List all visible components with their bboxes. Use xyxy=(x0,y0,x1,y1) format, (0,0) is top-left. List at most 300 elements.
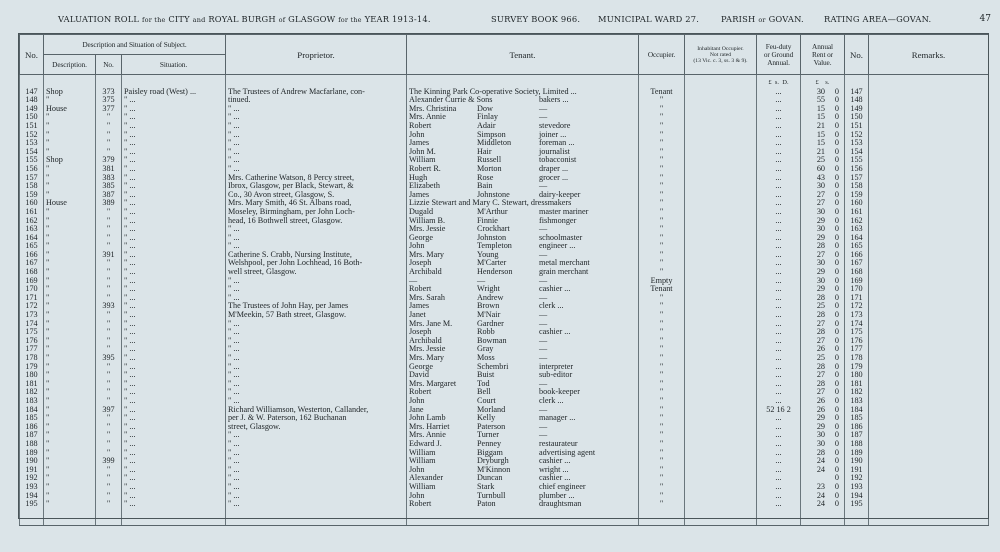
row-number-right: 162 xyxy=(845,217,869,226)
occupier-cell: " xyxy=(639,139,685,148)
proprietor-cell: " ... xyxy=(226,466,407,475)
row-number: 154 xyxy=(20,148,44,157)
proprietor-cell: tinued. xyxy=(226,96,407,105)
tenant-forename: Jane xyxy=(409,405,424,414)
tenant-occupation: fishmonger xyxy=(539,216,577,225)
proprietor-cell: " ... xyxy=(226,277,407,286)
street-number-cell: " xyxy=(96,440,122,449)
tenant-cell xyxy=(407,182,639,191)
row-number-right: 178 xyxy=(845,354,869,363)
feu-duty-cell: ... xyxy=(757,148,801,157)
value-pounds: 21 xyxy=(816,147,825,156)
remarks-cell xyxy=(869,96,989,105)
value-shillings: 0 xyxy=(834,207,839,216)
tenant-forename: George xyxy=(409,233,433,242)
situation-cell: " ... xyxy=(122,388,226,397)
feu-duty-cell: ... xyxy=(757,397,801,406)
row-number-right: 195 xyxy=(845,500,869,509)
feu-duty-cell: ... xyxy=(757,483,801,492)
remarks-cell xyxy=(869,268,989,277)
remarks-cell xyxy=(869,457,989,466)
occupier-cell: " xyxy=(639,474,685,483)
row-number: 161 xyxy=(20,208,44,217)
row-number-right: 192 xyxy=(845,474,869,483)
description-cell: " xyxy=(44,131,96,140)
tenant-forename: Janet xyxy=(409,311,426,320)
tenant-cell xyxy=(407,500,639,509)
annual-value-cell xyxy=(801,277,845,286)
valuation-table xyxy=(19,34,989,526)
tenant-occupation: stevedore xyxy=(539,121,571,130)
tenant-forename: John Lamb xyxy=(409,414,446,423)
tenant-cell xyxy=(407,380,639,389)
value-pounds: 27 xyxy=(816,250,825,259)
description-cell: " xyxy=(44,182,96,191)
tenant-forename: Archibald xyxy=(409,336,442,345)
situation-cell: " ... xyxy=(122,225,226,234)
value-shillings: 0 xyxy=(834,113,839,122)
annual-value-cell xyxy=(801,208,845,217)
tenant-occupation: cashier ... xyxy=(539,328,571,337)
remarks-cell xyxy=(869,500,989,509)
feu-duty-cell: 52 16 2 xyxy=(757,406,801,415)
tenant-surname: Paton xyxy=(477,500,496,509)
tenant-occupation: — xyxy=(539,405,548,414)
tenant-cell xyxy=(407,259,639,268)
remarks-cell xyxy=(869,294,989,303)
remarks-cell xyxy=(869,483,989,492)
occupier-cell: " xyxy=(639,406,685,415)
situation-cell: " ... xyxy=(122,131,226,140)
table-row xyxy=(20,328,989,337)
tenant-surname: Rose xyxy=(477,173,494,182)
value-pounds: 15 xyxy=(816,130,825,139)
row-number-right: 158 xyxy=(845,182,869,191)
feu-duty-cell: ... xyxy=(757,457,801,466)
row-number-right: 188 xyxy=(845,440,869,449)
tenant-occupation: — xyxy=(539,422,548,431)
situation-cell: " ... xyxy=(122,122,226,131)
col-header-desc-situation: Description and Situation of Subject. xyxy=(44,35,226,55)
street-number-cell: " xyxy=(96,423,122,432)
tenant-forename: Robert xyxy=(409,285,432,294)
tenant-occupation: journalist xyxy=(539,147,570,156)
tenant-occupation: — xyxy=(539,336,548,345)
row-number: 149 xyxy=(20,105,44,114)
description-cell: " xyxy=(44,242,96,251)
row-number: 159 xyxy=(20,191,44,200)
description-cell: " xyxy=(44,251,96,260)
description-cell: " xyxy=(44,337,96,346)
street-number-cell: 397 xyxy=(96,406,122,415)
occupier-cell: " xyxy=(639,483,685,492)
feu-duty-cell: ... xyxy=(757,251,801,260)
remarks-cell xyxy=(869,242,989,251)
street-number-cell: 389 xyxy=(96,199,122,208)
row-number: 195 xyxy=(20,500,44,509)
tenant-occupation: — xyxy=(539,311,548,320)
occupier-cell: " xyxy=(639,440,685,449)
value-pounds: 28 xyxy=(816,379,825,388)
situation-cell: " ... xyxy=(122,414,226,423)
tenant-occupation: — xyxy=(539,319,548,328)
table-row xyxy=(20,242,989,251)
value-pounds: 25 xyxy=(816,302,825,311)
street-number-cell: 381 xyxy=(96,165,122,174)
tenant-cell xyxy=(407,96,639,105)
situation-cell: Paisley road (West) ... xyxy=(122,88,226,97)
tenant-surname: Crockhart xyxy=(477,225,510,234)
remarks-cell xyxy=(869,440,989,449)
tenant-forename: Robert xyxy=(409,388,432,397)
tenant-occupation: clerk ... xyxy=(539,396,564,405)
tenant-forename: Alexander xyxy=(409,474,444,483)
description-cell: " xyxy=(44,139,96,148)
remarks-cell xyxy=(869,88,989,97)
annual-value-cell xyxy=(801,423,845,432)
row-number-right: 171 xyxy=(845,294,869,303)
tenant-occupation: — xyxy=(539,225,548,234)
table-body xyxy=(20,75,989,526)
tenant-surname: Dow xyxy=(477,104,493,113)
row-number: 162 xyxy=(20,217,44,226)
value-shillings: 0 xyxy=(834,293,839,302)
col-header-situation: Situation. xyxy=(122,55,226,75)
remarks-cell xyxy=(869,345,989,354)
annual-value-cell xyxy=(801,354,845,363)
row-number: 170 xyxy=(20,285,44,294)
tenant-cell xyxy=(407,328,639,337)
table-row xyxy=(20,122,989,131)
tenant-surname: Schembri xyxy=(477,362,509,371)
row-number-right: 166 xyxy=(845,251,869,260)
remarks-cell xyxy=(869,363,989,372)
situation-cell: " ... xyxy=(122,105,226,114)
feu-duty-cell: ... xyxy=(757,354,801,363)
row-number: 173 xyxy=(20,311,44,320)
row-number-right: 184 xyxy=(845,406,869,415)
value-pounds: 24 xyxy=(816,491,825,500)
situation-cell: " ... xyxy=(122,174,226,183)
proprietor-cell: Catherine S. Crabb, Nursing Institute, xyxy=(226,251,407,260)
row-number: 156 xyxy=(20,165,44,174)
value-shillings: 0 xyxy=(834,371,839,380)
tenant-cell xyxy=(407,88,639,97)
tenant-cell xyxy=(407,431,639,440)
feu-duty-cell: ... xyxy=(757,492,801,501)
value-shillings: 0 xyxy=(834,225,839,234)
tenant-forename: John xyxy=(409,491,425,500)
occupier-cell: " xyxy=(639,423,685,432)
tenant-cell xyxy=(407,388,639,397)
tenant-occupation: — xyxy=(539,354,548,362)
annual-value-cell xyxy=(801,397,845,406)
description-cell: " xyxy=(44,388,96,397)
feu-duty-cell: ... xyxy=(757,302,801,311)
description-cell: " xyxy=(44,449,96,458)
tenant-cell xyxy=(407,345,639,354)
situation-cell: " ... xyxy=(122,191,226,200)
occupier-cell: " xyxy=(639,105,685,114)
table-row xyxy=(20,406,989,415)
value-shillings: 0 xyxy=(834,164,839,173)
row-number-right: 152 xyxy=(845,131,869,140)
remarks-cell xyxy=(869,174,989,183)
tenant-cell xyxy=(407,174,639,183)
tenant-cell xyxy=(407,148,639,157)
tenant-occupation: bakers ... xyxy=(539,96,569,105)
annual-value-cell xyxy=(801,500,845,509)
tenant-occupation: — xyxy=(539,345,548,354)
tenant-forename: Edward J. xyxy=(409,439,442,448)
annual-value-cell xyxy=(801,388,845,397)
row-number-right: 191 xyxy=(845,466,869,475)
tenant-cell xyxy=(407,234,639,243)
value-shillings: 0 xyxy=(834,336,839,345)
value-shillings: 0 xyxy=(834,431,839,440)
tenant-cell xyxy=(407,122,639,131)
remarks-cell xyxy=(869,277,989,286)
table-row xyxy=(20,423,989,432)
annual-value-cell xyxy=(801,251,845,260)
occupier-cell: " xyxy=(639,337,685,346)
occupier-cell: " xyxy=(639,234,685,243)
situation-cell: " ... xyxy=(122,345,226,354)
feu-duty-cell: ... xyxy=(757,96,801,105)
tenant-cell xyxy=(407,208,639,217)
tenant-surname: Finnie xyxy=(477,216,498,225)
description-cell: " xyxy=(44,208,96,217)
proprietor-cell: " ... xyxy=(226,380,407,389)
proprietor-cell: Mrs. Catherine Watson, 8 Percy street, xyxy=(226,174,407,183)
proprietor-cell: " ... xyxy=(226,457,407,466)
tenant-occupation: schoolmaster xyxy=(539,233,583,242)
tenant-occupation: interpreter xyxy=(539,362,574,371)
table-row xyxy=(20,449,989,458)
street-number-cell: " xyxy=(96,449,122,458)
annual-value-cell xyxy=(801,483,845,492)
remarks-cell xyxy=(869,105,989,114)
row-number: 171 xyxy=(20,294,44,303)
tenant-occupation: clerk ... xyxy=(539,302,564,311)
row-number-right: 187 xyxy=(845,431,869,440)
street-number-cell: " xyxy=(96,363,122,372)
proprietor-cell: " ... xyxy=(226,225,407,234)
tenant-surname: Finlay xyxy=(477,113,498,122)
proprietor-cell: " ... xyxy=(226,105,407,114)
street-number-cell: 383 xyxy=(96,174,122,183)
tenant-forename: — xyxy=(409,276,418,285)
value-pounds: 28 xyxy=(816,311,825,320)
value-shillings: 0 xyxy=(834,482,839,491)
row-number: 175 xyxy=(20,328,44,337)
occupier-cell: " xyxy=(639,242,685,251)
col-header-tenant: Tenant. xyxy=(407,35,639,75)
street-number-cell: " xyxy=(96,131,122,140)
table-row xyxy=(20,431,989,440)
tenant-forename: William B. xyxy=(409,216,446,225)
tenant-forename: James xyxy=(409,190,430,199)
row-number-right: 157 xyxy=(845,174,869,183)
row-number-right: 164 xyxy=(845,234,869,243)
proprietor-cell: head, 16 Bothwell street, Glasgow. xyxy=(226,217,407,226)
tenant-forename: Mrs. Christina xyxy=(409,104,457,113)
proprietor-cell: " ... xyxy=(226,139,407,148)
situation-cell: " ... xyxy=(122,242,226,251)
remarks-cell xyxy=(869,199,989,208)
situation-cell: " ... xyxy=(122,294,226,303)
table-row xyxy=(20,199,989,208)
feu-duty-cell: ... xyxy=(757,311,801,320)
street-number-cell: 373 xyxy=(96,88,122,97)
situation-cell: " ... xyxy=(122,449,226,458)
tenant-cell xyxy=(407,268,639,277)
row-number: 182 xyxy=(20,388,44,397)
remarks-cell xyxy=(869,165,989,174)
table-row xyxy=(20,113,989,122)
value-shillings: 0 xyxy=(834,250,839,259)
table-row xyxy=(20,251,989,260)
feu-duty-cell: ... xyxy=(757,105,801,114)
street-number-cell: " xyxy=(96,500,122,509)
street-number-cell: " xyxy=(96,285,122,294)
remarks-cell xyxy=(869,354,989,363)
annual-value-cell xyxy=(801,466,845,475)
tenant-cell xyxy=(407,406,639,415)
annual-value-cell xyxy=(801,148,845,157)
description-cell: " xyxy=(44,363,96,372)
row-number: 152 xyxy=(20,131,44,140)
tenant-surname: Adair xyxy=(477,121,496,130)
tenant-cell xyxy=(407,294,639,303)
table-row xyxy=(20,466,989,475)
street-number-cell: " xyxy=(96,122,122,131)
value-shillings: 0 xyxy=(834,268,839,277)
remarks-cell xyxy=(869,406,989,415)
proprietor-cell: Mrs. Mary Smith, 46 St. Albans road, xyxy=(226,199,407,208)
value-shillings: 0 xyxy=(834,491,839,500)
tenant-surname: Duncan xyxy=(477,474,503,483)
row-number: 169 xyxy=(20,277,44,286)
street-number-cell: " xyxy=(96,483,122,492)
value-shillings: 0 xyxy=(834,422,839,431)
description-cell: " xyxy=(44,397,96,406)
row-number: 194 xyxy=(20,492,44,501)
annual-value-cell xyxy=(801,131,845,140)
feu-duty-cell: ... xyxy=(757,388,801,397)
tenant-surname: Robb xyxy=(477,328,495,337)
proprietor-cell: " ... xyxy=(226,500,407,509)
tenant-forename: Hugh xyxy=(409,173,428,182)
feu-duty-cell: ... xyxy=(757,423,801,432)
situation-cell: " ... xyxy=(122,139,226,148)
description-cell: " xyxy=(44,122,96,131)
feu-duty-cell: ... xyxy=(757,285,801,294)
tenant-surname: Stark xyxy=(477,482,495,491)
feu-duty-cell: ... xyxy=(757,139,801,148)
occupier-cell: " xyxy=(639,174,685,183)
feu-duty-cell: ... xyxy=(757,225,801,234)
remarks-cell xyxy=(869,182,989,191)
feu-duty-cell: ... xyxy=(757,474,801,483)
annual-value-cell xyxy=(801,217,845,226)
description-cell: " xyxy=(44,483,96,492)
remarks-cell xyxy=(869,191,989,200)
value-shillings: 0 xyxy=(834,182,839,191)
value-pounds: 30 xyxy=(816,439,825,448)
value-shillings: 0 xyxy=(834,345,839,354)
occupier-cell: " xyxy=(639,302,685,311)
row-number: 191 xyxy=(20,466,44,475)
tenant-forename: John xyxy=(409,465,425,474)
tenant-surname: — xyxy=(477,276,486,285)
row-number: 163 xyxy=(20,225,44,234)
tenant-surname: Kelly xyxy=(477,414,496,423)
situation-cell: " ... xyxy=(122,285,226,294)
table-row xyxy=(20,225,989,234)
description-cell: " xyxy=(44,259,96,268)
value-pounds: 24 xyxy=(816,465,825,474)
description-cell: " xyxy=(44,225,96,234)
row-number-right: 151 xyxy=(845,122,869,131)
row-number-right: 160 xyxy=(845,199,869,208)
occupier-cell: " xyxy=(639,165,685,174)
col-header-feu-duty: Feu-duty or Ground Annual. xyxy=(757,35,801,75)
value-pounds: 55 xyxy=(816,96,825,105)
street-number-cell: 379 xyxy=(96,156,122,165)
tenant-cell xyxy=(407,285,639,294)
table-row xyxy=(20,354,989,363)
value-pounds: 26 xyxy=(816,405,825,414)
description-cell: " xyxy=(44,345,96,354)
tenant-cell xyxy=(407,105,639,114)
tenant-forename: Lizzie Stewart and Mary C. Stewart, dressmakers xyxy=(409,199,572,208)
situation-cell: " ... xyxy=(122,217,226,226)
remarks-cell xyxy=(869,449,989,458)
proprietor-cell: The Trustees of Andrew Macfarlane, con- xyxy=(226,88,407,97)
feu-duty-cell: ... xyxy=(757,431,801,440)
table-row xyxy=(20,320,989,329)
row-number: 167 xyxy=(20,259,44,268)
tenant-forename: Mrs. Annie xyxy=(409,431,446,440)
annual-value-cell xyxy=(801,165,845,174)
table-row xyxy=(20,388,989,397)
proprietor-cell: " ... xyxy=(226,242,407,251)
tenant-forename: John xyxy=(409,242,425,251)
value-shillings: 0 xyxy=(834,448,839,457)
occupier-cell: " xyxy=(639,268,685,277)
row-number-right: 172 xyxy=(845,302,869,311)
col-header-no-right: No. xyxy=(845,35,869,75)
tenant-occupation: — xyxy=(539,113,548,122)
tenant-surname: M'Carter xyxy=(477,259,507,268)
proprietor-cell: " ... xyxy=(226,148,407,157)
occupier-cell: " xyxy=(639,148,685,157)
tenant-occupation: advertising agent xyxy=(539,448,596,457)
tenant-surname: Buist xyxy=(477,371,495,380)
feu-duty-cell: ... xyxy=(757,294,801,303)
proprietor-cell: Moseley, Birmingham, per John Loch- xyxy=(226,208,407,217)
tenant-surname: Johnstone xyxy=(477,190,510,199)
street-number-cell: " xyxy=(96,492,122,501)
feu-duty-cell: ... xyxy=(757,363,801,372)
tenant-cell xyxy=(407,449,639,458)
row-number-right: 168 xyxy=(845,268,869,277)
remarks-cell xyxy=(869,466,989,475)
tenant-cell xyxy=(407,191,639,200)
row-number-right: 175 xyxy=(845,328,869,337)
row-number-right: 147 xyxy=(845,88,869,97)
